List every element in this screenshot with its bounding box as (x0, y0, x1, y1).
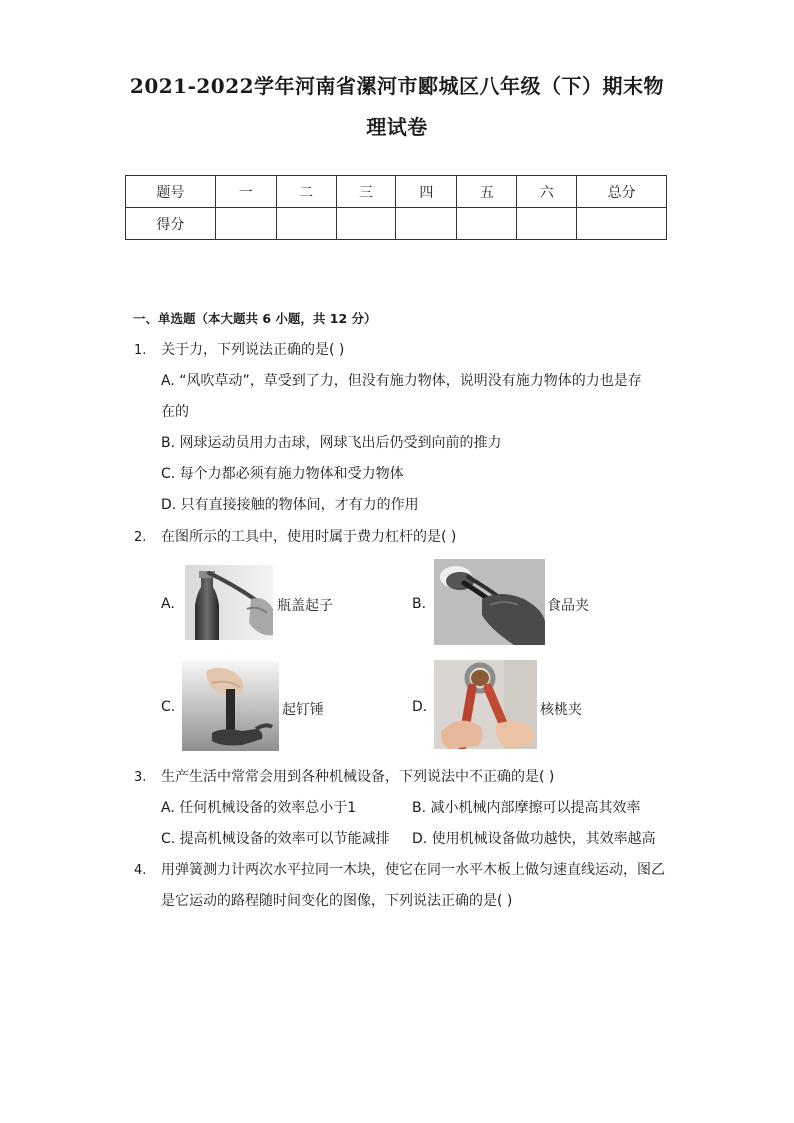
option-label: 起钉锤 (282, 702, 324, 718)
score-table-header-cell: 五 (457, 176, 517, 208)
score-table-score-row (126, 208, 667, 240)
option-label: 瓶盖起子 (277, 598, 333, 614)
question-option: A. “风吹草动”，草受到了力，但没有施力物体，说明没有施力物体的力也是存 (161, 373, 642, 389)
option-letter: C. (161, 699, 176, 715)
score-cell (457, 208, 517, 240)
document-title-line2: 理试卷 (366, 115, 428, 139)
question-option: D. 只有直接接触的物体间，才有力的作用 (161, 497, 419, 513)
question-number: 4. (134, 863, 147, 878)
score-cell (396, 208, 457, 240)
question-number: 3. (134, 770, 147, 785)
score-table-header-cell: 六 (517, 176, 577, 208)
question-option: A. 任何机械设备的效率总小于1 (161, 800, 357, 816)
question-number: 1. (134, 343, 147, 358)
question-stem: 在图所示的工具中，使用时属于费力杠杆的是( ) (161, 529, 457, 545)
score-cell (215, 208, 276, 240)
question-option: B. 网球运动员用力击球，网球飞出后仍受到向前的推力 (161, 435, 502, 451)
score-table-header-cell: 四 (396, 176, 457, 208)
score-cell (336, 208, 396, 240)
question-option: C. 提高机械设备的效率可以节能减排 (161, 831, 390, 847)
score-table (125, 175, 667, 240)
question-option: B. 减小机械内部摩擦可以提高其效率 (412, 800, 641, 816)
score-table-header-cell: 二 (276, 176, 336, 208)
option-letter: A. (161, 596, 175, 612)
option-letter: D. (412, 699, 428, 715)
question-stem: 关于力，下列说法正确的是( ) (161, 342, 345, 358)
question-stem: 用弹簧测力计两次水平拉同一木块，使它在同一水平木板上做匀速直线运动，图乙 (161, 862, 665, 878)
document-title-line1: 2021-2022学年河南省漯河市郾城区八年级（下）期末物 (129, 74, 665, 98)
question-stem-continued: 是它运动的路程随时间变化的图像，下列说法正确的是( ) (161, 893, 513, 909)
score-table-row-label: 得分 (126, 208, 216, 240)
score-table-header-cell: 总分 (577, 176, 667, 208)
score-table-header-row (126, 176, 667, 208)
question-option-continued: 在的 (161, 404, 189, 420)
question-option: C. 每个力都必须有施力物体和受力物体 (161, 466, 404, 482)
score-table-header-cell: 三 (336, 176, 396, 208)
section-heading: 一、单选题（本大题共 6 小题，共 12 分） (133, 311, 377, 326)
claw-hammer-image (182, 661, 279, 751)
score-cell (276, 208, 336, 240)
bottle-opener-image (185, 565, 273, 640)
score-cell (517, 208, 577, 240)
option-letter: B. (412, 596, 427, 612)
question-number: 2. (134, 530, 147, 545)
score-cell (577, 208, 667, 240)
food-tongs-image (434, 559, 545, 645)
question-option: D. 使用机械设备做功越快，其效率越高 (412, 831, 656, 847)
option-label: 食品夹 (547, 598, 589, 614)
score-table-header-cell: 题号 (126, 176, 216, 208)
score-table-header-cell: 一 (215, 176, 276, 208)
option-label: 核桃夹 (540, 702, 582, 718)
nutcracker-image (434, 660, 537, 749)
question-stem: 生产生活中常常会用到各种机械设备，下列说法中不正确的是( ) (161, 769, 555, 785)
